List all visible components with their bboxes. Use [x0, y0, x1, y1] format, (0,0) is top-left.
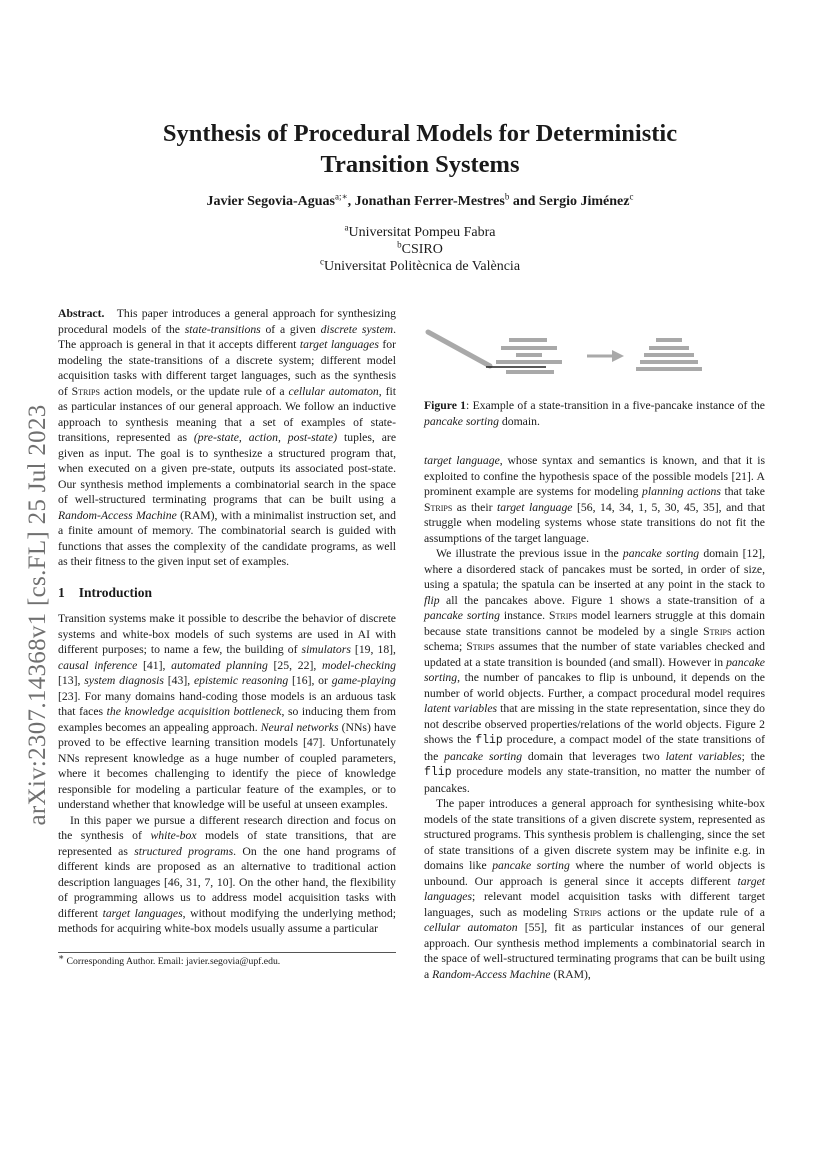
pancake — [649, 346, 689, 350]
footnote-rule — [58, 952, 396, 953]
paragraph: Transition systems make it possible to describe the behavior of discrete systems and white-box models of such systems are used in AI with different purposes; to name a few, the building of simulators [19, 18], causal inference [41], automated planning [25, 22], model-checking [13], system diagnosis [43], epistemic reasoning [16], or game-playing [23]. For many domains hand-coding those models is an arduous task that faces the knowledge acquisition bottleneck, so inducing them from examples becomes an appealing approach. Neural networks (NNs) have proved to be effective learning transition models [47]. Unfortunately NNs represent knowledge as a huge number of coupled parameters, where it becomes challenging to identify the piece of knowledge responsible for modeling a particular feature of the examples, or to understand whether that knowledge will be useful at unseen examples. — [58, 612, 397, 811]
pancake — [506, 370, 554, 374]
spatula-handle — [428, 332, 490, 366]
affiliation: $^b$CSIRO — [397, 239, 443, 257]
arxiv-identifier: arXiv:2307.14368v1 [cs.FL] 25 Jul 2023 — [24, 404, 51, 826]
section-number: 1 — [58, 585, 65, 600]
figure-label: Figure 1 — [424, 399, 467, 412]
affiliation: $^a$Universitat Pompeu Fabra — [344, 222, 496, 240]
paper-title: Synthesis of Procedural Models for Deterministic Transition Systems — [162, 120, 678, 178]
section-heading — [58, 585, 152, 601]
section-title: Introduction — [78, 585, 153, 600]
author-name: Sergio Jiménez — [538, 194, 630, 209]
pancake — [656, 338, 682, 342]
paragraph: We illustrate the previous issue in the pancake sorting domain [12], where a disordered stack of pancakes must be sorted, in order of size, using a spatula; the spatula can be inserted at any point in the stack to flip all the pancakes above. Figure 1 shows a state-transition of a pancake sorting instance. Strips model learners struggle at this domain because state transitions cannot be modeled by a single Strips action schema; Strips assumes that the number of state variables checked and updated at a state transition is bounded (and small). However in pancake sorting, the number of pancakes to flip is unbound, it depends on the number of world objects. Further, a compact procedural model requires latent variables that are missing in the state representation, since they do not describe observed properties/relations of the world objects. Figure 2 shows the flip procedure, a compact model of the state transitions of the pancake sorting domain that leverages two latent variables; the flip procedure models any state-transition, no matter the number of pancakes. — [424, 547, 766, 795]
figure-caption: Figure 1: Example of a state-transition in a five-pancake instance of the pancake sorting domain. — [424, 399, 765, 428]
pancake — [496, 360, 562, 364]
pancake — [636, 367, 702, 371]
right-column-body — [424, 453, 765, 982]
paragraph: target language, whose syntax and semantics is known, and that it is exploited to confine the hypothesis space of the possible models [21]. A prominent example are systems for modeling planning actions that take Strips as their target language [56, 14, 34, 1, 5, 30, 45, 35], and that struggle when modeling systems whose state transitions do not fit the assumptions of the target language. — [424, 454, 766, 545]
introduction-body — [58, 611, 396, 937]
author-name: Jonathan Ferrer-Mestres — [354, 194, 505, 209]
affiliations — [80, 224, 760, 275]
pancake — [516, 353, 542, 357]
figure-pancake-transition — [424, 320, 765, 388]
pancake — [509, 338, 547, 342]
abstract: Abstract. This paper introduces a general approach for synthesizing procedural models of the state-transitions of a given discrete system. The approach is general in that it accepts different target languages for modeling the state-transitions of a discrete system; different model acquisition tasks with different target languages, such as the synthesis of Strips action models, or the update rule of a cellular automaton, fit as particular instances of our general approach. We follow an inductive approach to synthesis meaning that a set of examples of state-transitions, represented as (pre-state, action, post-state) tuples, are given as input. The goal is to synthesize a structured program that, when executed on a given pre-state, outputs its associated post-state. Our synthesis method implements a combinatorial search in the space of well-structured terminating programs that can be built using a Random-Access Machine (RAM), with a minimalist instruction set, and a finite amount of memory. The combinatorial search is guided with functions that asses the complexity of the candidate programs, as well as their fitness to the given input set of examples. — [58, 307, 397, 568]
arrow-head-icon — [612, 350, 624, 362]
arxiv-sidebar — [18, 380, 58, 850]
author-name: Javier Segovia-Aguas — [206, 194, 335, 209]
abstract-label: Abstract. — [58, 307, 105, 320]
affiliation: $^c$Universitat Politècnica de València — [319, 256, 521, 274]
footnote: ∗ Corresponding Author. Email: javier.segovia@upf.edu. — [58, 951, 281, 967]
pancake — [644, 353, 694, 357]
pancake — [640, 360, 698, 364]
pancake — [501, 346, 557, 350]
paragraph: The paper introduces a general approach for synthesising white-box models of the state transitions of a given discrete system, represented as structured programs. This synthesis problem is challenging, since the set of state transitions of a given discrete system may be infinite e.g. in domains like pancake sorting where the number of world objects is unbound. Our approach is general since it accepts different target languages; relevant model acquisition tasks with different target languages, such as modeling Strips actions or the update rule of a cellular automaton [55], fit as particular instances of our general approach. Our synthesis method implements a combinatorial search in the space of well-structured terminating programs that can be built using a Random-Access Machine (RAM), — [424, 797, 765, 981]
author-list: Javier Segovia-Aguas$^{a;∗}$, Jonathan Ferrer-Mestres$^b$ and Sergio Jiménez$^c$ — [206, 191, 634, 209]
paragraph: In this paper we pursue a different research direction and focus on the synthesis of white-box models of state transitions, that are represented as structured programs. On the one hand programs of different kinds are proposed as an alternative to traditional action description languages [46, 31, 7, 10]. On the other hand, the flexibility of programming allows us to address model acquisition tasks with different target languages, without modifying the underlying method; methods for acquiring white-box models usually assume a particular — [58, 813, 397, 935]
